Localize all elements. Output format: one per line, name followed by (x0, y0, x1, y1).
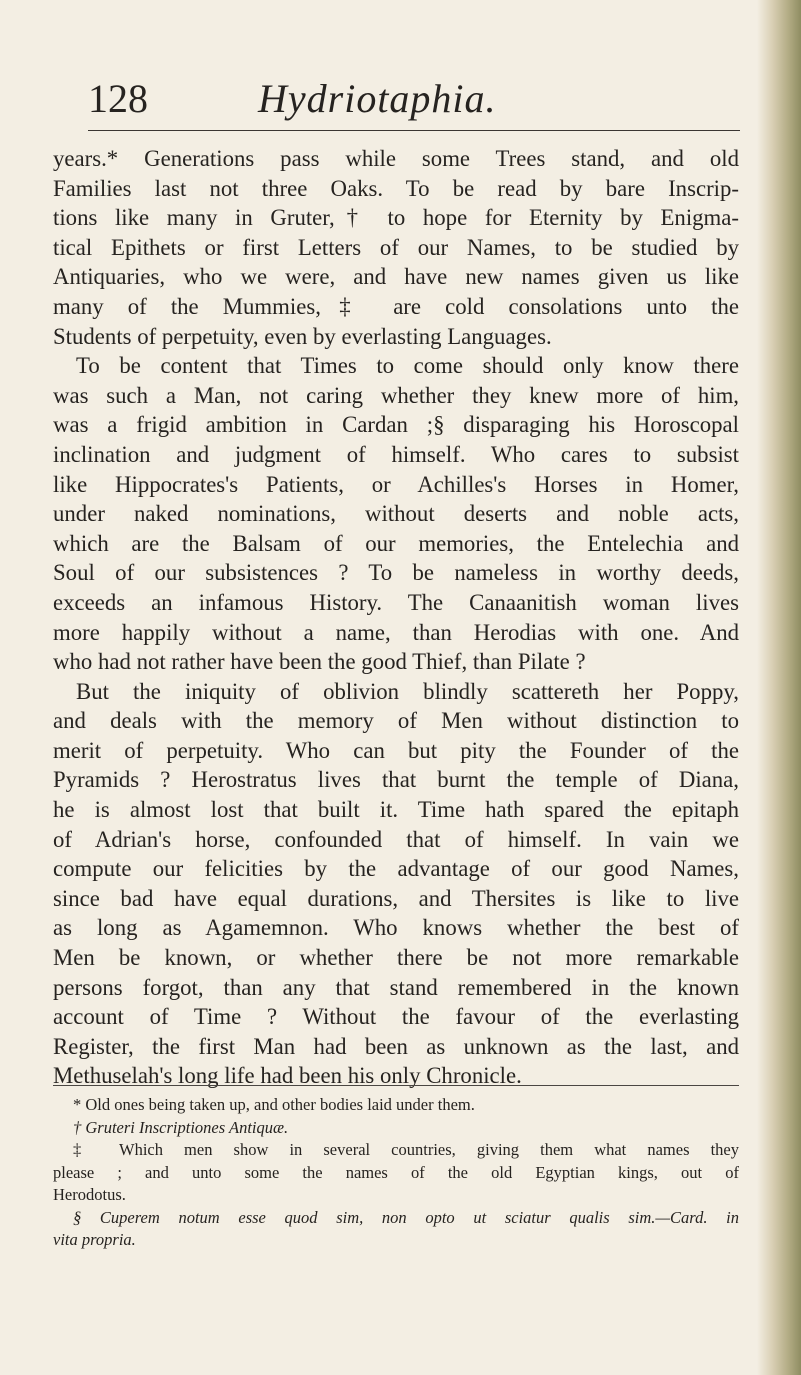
body-line: Register, the first Man had been as unknown as the last, and (53, 1033, 739, 1059)
body-line: many of the Mummies,‡ are cold consolations unto the (53, 293, 739, 319)
body-line: more happily without a name, than Herodias with one. And (53, 619, 739, 645)
body-line: compute our felicities by the advantage of our good Names, (53, 856, 739, 882)
body-line: Students of perpetuity, even by everlasting Languages. (53, 323, 552, 349)
footnote-rule (53, 1085, 739, 1086)
body-line: like Hippocrates's Patients, or Achilles's Horses in Homer, (53, 471, 739, 497)
body-line: was such a Man, not caring whether they knew more of him, (53, 382, 739, 408)
page-number: 128 (88, 76, 148, 121)
body-line: he is almost lost that built it. Time hath spared the epitaph (53, 797, 739, 823)
body-line: as long as Agamemnon. Who knows whether the best of (53, 915, 739, 941)
body-line: exceeds an infamous History. The Canaanitish woman lives (53, 589, 739, 615)
body-line: account of Time ? Without the favour of the everlasting (53, 1004, 739, 1030)
body-line: who had not rather have been the good Thief, than Pilate ? (53, 649, 586, 675)
body-text (53, 144, 739, 1091)
body-line: inclination and judgment of himself. Who cares to subsist (53, 441, 739, 467)
running-head (88, 74, 768, 124)
body-line: To be content that Times to come should only know there (76, 353, 739, 379)
footnote-line: * Old ones being taken up, and other bodies laid under them. (73, 1095, 475, 1114)
body-line: Soul of our subsistences ? To be nameless in worthy deeds, (53, 560, 739, 586)
body-line: tions like many in Gruter,† to hope for Eternity by Enigma- (53, 205, 739, 231)
running-title: Hydriotaphia. (258, 76, 497, 121)
body-line: Antiquaries, who we were, and have new names given us like (53, 264, 739, 290)
body-line: persons forgot, than any that stand remembered in the known (53, 974, 739, 1000)
body-line: and deals with the memory of Men without distinction to (53, 708, 739, 734)
body-line: merit of perpetuity. Who can but pity the Founder of the (53, 737, 739, 763)
body-line: Methuselah's long life had been his only Chronicle. (53, 1063, 522, 1089)
footnote-line: Herodotus. (53, 1185, 126, 1204)
body-line: years.* Generations pass while some Trees stand, and old (53, 146, 739, 171)
body-line: under naked nominations, without deserts and noble acts, (53, 501, 739, 527)
footnote-line: please ; and unto some the names of the old Egyptian kings, out of (53, 1162, 739, 1182)
footnote-line: § Cuperem notum esse quod sim, non opto ut sciatur qualis sim.—Card. in (73, 1207, 739, 1227)
body-line: since bad have equal durations, and Thersites is like to live (53, 885, 739, 911)
footnote-line: ‡ Which men show in several countries, giving them what names they (73, 1140, 739, 1159)
body-line: But the iniquity of oblivion blindly scattereth her Poppy, (76, 678, 739, 704)
footnotes (53, 1094, 739, 1252)
body-line: Families last not three Oaks. To be read by bare Inscrip- (53, 175, 739, 201)
body-line: which are the Balsam of our memories, the Entelechia and (53, 530, 739, 556)
header-rule (88, 130, 740, 131)
body-line: Pyramids ? Herostratus lives that burnt the temple of Diana, (53, 767, 739, 793)
body-line: Men be known, or whether there be not more remarkable (53, 945, 739, 971)
footnote-line: † Gruteri Inscriptiones Antiquæ. (73, 1117, 289, 1137)
footnote-line: vita propria. (53, 1230, 136, 1249)
body-line: of Adrian's horse, confounded that of himself. In vain we (53, 826, 739, 852)
body-line: tical Epithets or first Letters of our Names, to be studied by (53, 234, 739, 260)
body-line: was a frigid ambition in Cardan ;§ disparaging his Horoscopal (53, 412, 739, 438)
